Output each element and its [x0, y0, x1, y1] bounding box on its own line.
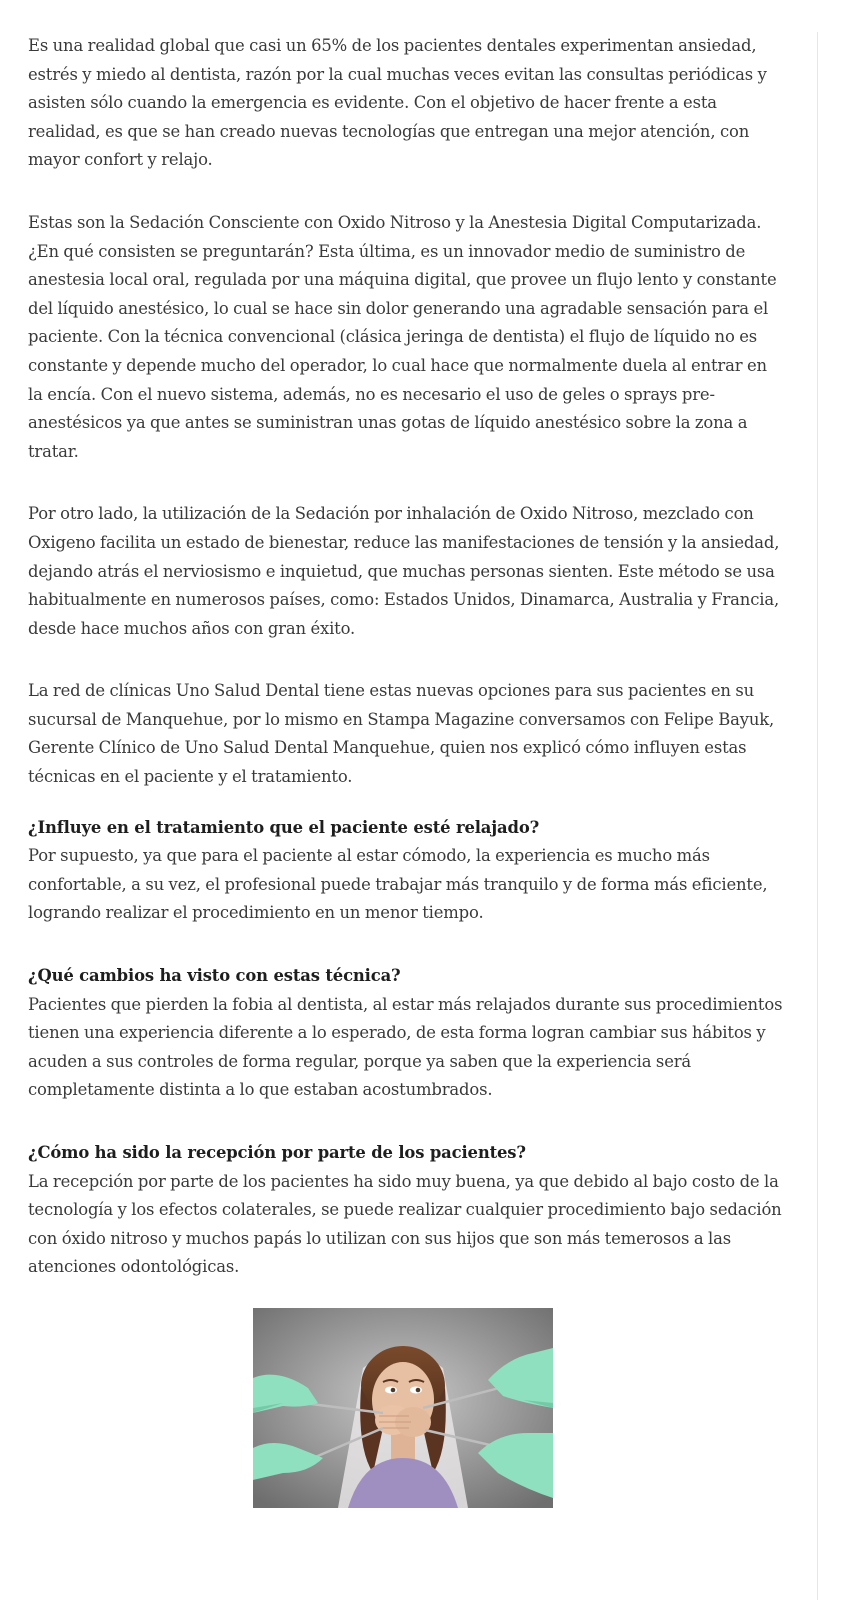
- article-photo: [253, 1308, 553, 1508]
- technologies-paragraph: Estas son la Sedación Consciente con Oxido Nitroso y la Anestesia Digital Computarizada. ¿En qué consisten se preguntarán? Esta última, es un innovador medio de suministro de anestesia local oral, regulada por una máquina digital, que provee un flujo lento y constante del líquido anestésico, lo cual se hace sin dolor generando una agradable sensación para el paciente. Con la técnica convencional (clásica jeringa de dentista) el flujo de líquido no es constante y depende mucho del operador, lo cual hace que normalmente duela al entrar en la encía. Con el nuevo sistema, además, no es necesario el uso de geles o sprays pre-anestésicos ya que antes se suministran unas gotas de líquido anestésico sobre la zona a tratar.: [28, 212, 777, 461]
- interview-answer: La recepción por parte de los pacientes ha sido muy buena, ya que debido al bajo costo de la tecnología y los efectos colaterales, se puede realizar cualquier procedimiento bajo sedación con óxido nitroso y muchos papás lo utilizan con sus hijos que son más temerosos a las atenciones odontológicas.: [28, 1171, 782, 1277]
- interview-answer: Por supuesto, ya que para el paciente al estar cómodo, la experiencia es mucho más confortable, a su vez, el profesional puede trabajar más tranquilo y de forma más eficiente, logrando realizar el procedimiento en un menor tiempo.: [28, 846, 768, 923]
- interview-question: ¿Influye en el tratamiento que el paciente esté relajado?: [28, 817, 540, 837]
- clinic-paragraph: La red de clínicas Uno Salud Dental tiene estas nuevas opciones para sus pacientes en su sucursal de Manquehue, por lo mismo en Stampa Magazine conversamos con Felipe Bayuk, Gerente Clínico de Uno Salud Dental Manquehue, quien nos explicó cómo influyen estas técnicas en el paciente y el tratamiento.: [28, 681, 775, 787]
- article-body: [28, 32, 786, 1282]
- interview-question: ¿Cómo ha sido la recepción por parte de los pacientes?: [28, 1143, 526, 1162]
- pupil-left: [391, 1388, 396, 1393]
- nitrous-oxide-paragraph: Por otro lado, la utilización de la Sedación por inhalación de Oxido Nitroso, mezclado con Oxigeno facilita un estado de bienestar, reduce las manifestaciones de tensión y la ansiedad, dejando atrás el nerviosismo e inquietud, que muchas personas sienten. Este método se usa habitualmente en numerosos países, como: Estados Unidos, Dinamarca, Australia y Francia, desde hace muchos años con gran éxito.: [28, 504, 780, 638]
- sidebar-divider: [817, 32, 818, 1600]
- qa-item: [28, 1139, 786, 1282]
- qa-item: [28, 962, 786, 1105]
- pupil-right: [416, 1388, 421, 1393]
- qa-item: [28, 814, 786, 928]
- dental-fear-illustration: [253, 1308, 553, 1508]
- intro-paragraph: Es una realidad global que casi un 65% de los pacientes dentales experimentan ansiedad, estrés y miedo al dentista, razón por la cual muchas veces evitan las consultas periódicas y asisten sólo cuando la emergencia es evidente. Con el objetivo de hacer frente a esta realidad, es que se han creado nuevas tecnologías que entregan una mejor atención, con mayor confort y relajo.: [28, 36, 767, 170]
- interview-answer: Pacientes que pierden la fobia al dentista, al estar más relajados durante sus procedimientos tienen una experiencia diferente a lo esperado, de esta forma logran cambiar sus hábitos y acuden a sus controles de forma regular, porque ya saben que la experiencia será completamente distinta a lo que estaban acostumbrados.: [28, 994, 783, 1100]
- interview-question: ¿Qué cambios ha visto con estas técnica?: [28, 966, 401, 986]
